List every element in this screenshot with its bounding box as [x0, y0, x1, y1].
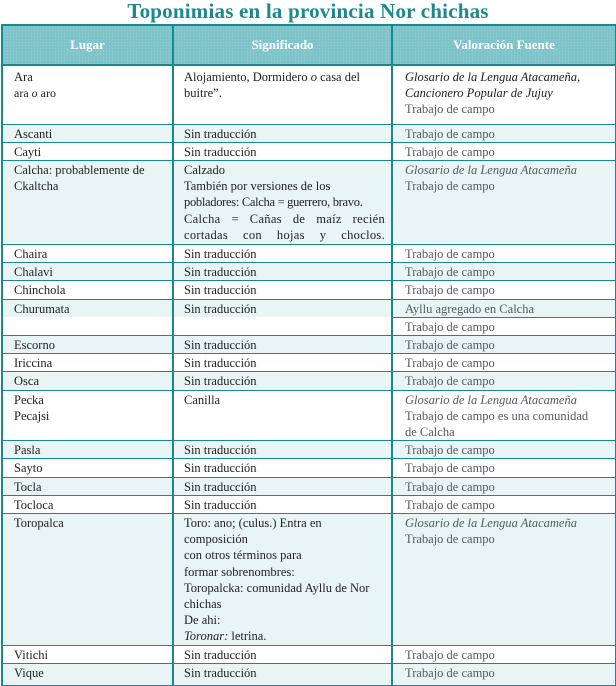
- cell-fuente: Ayllu agregado en Calcha: [392, 299, 616, 317]
- significado-line: De ahi:: [184, 613, 221, 628]
- table-row: [2, 441, 616, 459]
- table-row: [2, 124, 616, 142]
- table-row: [2, 244, 616, 262]
- table-row: [2, 645, 616, 663]
- fuente-line: Cancionero Popular de Jujuy: [405, 86, 553, 101]
- lugar-line: Pecka: [14, 392, 44, 407]
- toponymy-table: [1, 24, 616, 686]
- cell-lugar: Toropalca: [2, 513, 173, 645]
- table-row: [2, 372, 616, 390]
- table-row: [2, 299, 616, 317]
- cell-lugar: [2, 390, 173, 441]
- fuente-line: Trabajo de campo: [405, 532, 495, 547]
- cell-lugar: Sayto: [2, 459, 173, 477]
- cell-significado: Sin traducción: [173, 354, 392, 372]
- cell-lugar: Cayti: [2, 142, 173, 160]
- cell-significado: Sin traducción: [173, 477, 392, 495]
- cell-fuente: Trabajo de campo: [392, 372, 616, 390]
- lugar-line: Ckaltcha: [14, 179, 59, 194]
- cell-significado: [173, 160, 392, 244]
- fuente-line: de Calcha: [405, 424, 455, 439]
- cell-fuente: [392, 160, 616, 244]
- cell-lugar: Churumata: [2, 299, 173, 317]
- significado-line: Alojamiento, Dormidero o casa del: [184, 70, 360, 84]
- cell-significado: Sin traducción: [173, 495, 392, 513]
- significado-line: pobladores: Calcha = guerrero, bravo.: [184, 195, 363, 210]
- cell-fuente: Trabajo de campo: [392, 317, 616, 335]
- cell-lugar: Pasla: [2, 441, 173, 459]
- significado-line: cortadas con hojas y choclos.: [184, 227, 385, 242]
- cell-lugar: Escorno: [2, 335, 173, 353]
- cell-fuente: [392, 513, 616, 645]
- cell-lugar: [2, 65, 173, 124]
- fuente-line: Trabajo de campo es una comunidad: [405, 408, 589, 423]
- column-header-significado: Significado: [173, 25, 392, 65]
- significado-line: Calcha = Cañas de maíz recién: [184, 211, 385, 226]
- cell-lugar: Vique: [2, 663, 173, 685]
- fuente-line: Glosario de la Lengua Atacameña: [405, 392, 577, 407]
- table-row: [2, 459, 616, 477]
- header-row: [2, 25, 616, 65]
- significado-line: con otros términos para: [184, 548, 302, 563]
- fuente-line: Glosario de la Lengua Atacameña,: [405, 70, 581, 84]
- cell-fuente: Trabajo de campo: [392, 663, 616, 685]
- cell-significado: Sin traducción: [173, 441, 392, 459]
- italic-connector: o: [31, 86, 38, 101]
- table-row: [2, 160, 616, 244]
- fuente-line: Glosario de la Lengua Atacameña: [405, 162, 577, 177]
- table-row: [2, 513, 616, 645]
- lugar-line: [14, 85, 166, 101]
- cell-significado-empty: [173, 317, 392, 335]
- significado-line: [184, 628, 385, 644]
- cell-significado: Sin traducción: [173, 645, 392, 663]
- cell-fuente: Trabajo de campo: [392, 142, 616, 160]
- cell-fuente: Trabajo de campo: [392, 124, 616, 142]
- cell-lugar: Chinchola: [2, 281, 173, 299]
- significado-line: buitre”.: [184, 86, 222, 101]
- cell-fuente: Trabajo de campo: [392, 645, 616, 663]
- cell-lugar-empty: [2, 317, 173, 335]
- table-row: [2, 65, 616, 124]
- lugar-line: Ara: [14, 70, 33, 84]
- cell-lugar: Ascanti: [2, 124, 173, 142]
- cell-significado: Sin traducción: [173, 142, 392, 160]
- cell-fuente: Trabajo de campo: [392, 354, 616, 372]
- table-row: [2, 663, 616, 685]
- cell-fuente: Trabajo de campo: [392, 477, 616, 495]
- significado-line: También por versiones de los: [184, 179, 331, 194]
- cell-significado: Sin traducción: [173, 263, 392, 281]
- cell-fuente: [392, 390, 616, 441]
- cell-significado: Canilla: [173, 390, 392, 441]
- significado-line: Toropalcka: comunidad Ayllu de Nor: [184, 580, 370, 595]
- table-row: [2, 495, 616, 513]
- significado-line: Toro: ano; (culus.) Entra en: [184, 515, 322, 530]
- table-row-continuation: [2, 317, 616, 335]
- fuente-line: Glosario de la Lengua Atacameña: [405, 515, 577, 530]
- table-row: [2, 142, 616, 160]
- page-title: Toponimias en la provincia Nor chichas: [127, 0, 489, 23]
- column-header-lugar: Lugar: [2, 25, 173, 65]
- cell-fuente: Trabajo de campo: [392, 441, 616, 459]
- significado-line: composición: [184, 532, 248, 547]
- cell-lugar: Tocloca: [2, 495, 173, 513]
- cell-significado: [173, 65, 392, 124]
- italic-connector: o: [310, 70, 317, 84]
- cell-lugar: Chalavi: [2, 263, 173, 281]
- cell-fuente: Trabajo de campo: [392, 459, 616, 477]
- table-row: [2, 281, 616, 299]
- cell-fuente: Trabajo de campo: [392, 263, 616, 281]
- cell-significado: Sin traducción: [173, 335, 392, 353]
- significado-line: Calzado: [184, 162, 225, 177]
- cell-lugar: Chaira: [2, 244, 173, 262]
- cell-significado: Sin traducción: [173, 663, 392, 685]
- significado-line: formar sobrenombres:: [184, 564, 295, 579]
- lugar-line: Calcha: probablemente de: [14, 162, 145, 177]
- cell-significado: Sin traducción: [173, 281, 392, 299]
- table-row: [2, 263, 616, 281]
- term-definition: letrina.: [228, 629, 267, 644]
- cell-significado: Sin traducción: [173, 124, 392, 142]
- cell-significado: Sin traducción: [173, 244, 392, 262]
- fuente-line: Trabajo de campo: [405, 102, 495, 117]
- cell-lugar: [2, 160, 173, 244]
- fuente-line: Trabajo de campo: [405, 179, 495, 194]
- cell-significado: Sin traducción: [173, 299, 392, 317]
- table-row: [2, 390, 616, 441]
- cell-significado: [173, 513, 392, 645]
- cell-significado: Sin traducción: [173, 459, 392, 477]
- cell-lugar: Vitichi: [2, 645, 173, 663]
- table-row: [2, 477, 616, 495]
- significado-line: chichas: [184, 596, 222, 611]
- cell-lugar: Osca: [2, 372, 173, 390]
- cell-lugar: Iriccina: [2, 354, 173, 372]
- cell-fuente: [392, 65, 616, 124]
- cell-fuente: Trabajo de campo: [392, 281, 616, 299]
- lugar-line: Pecajsi: [14, 408, 50, 423]
- cell-lugar: Tocla: [2, 477, 173, 495]
- cell-significado: Sin traducción: [173, 372, 392, 390]
- column-header-fuente: Valoración Fuente: [392, 25, 616, 65]
- table-row: [2, 354, 616, 372]
- italic-term: Toronar:: [184, 629, 229, 644]
- cell-fuente: Trabajo de campo: [392, 495, 616, 513]
- cell-fuente: Trabajo de campo: [392, 335, 616, 353]
- cell-fuente: Trabajo de campo: [392, 244, 616, 262]
- lugar-variant: ara o aro: [14, 86, 56, 101]
- table-row: [2, 335, 616, 353]
